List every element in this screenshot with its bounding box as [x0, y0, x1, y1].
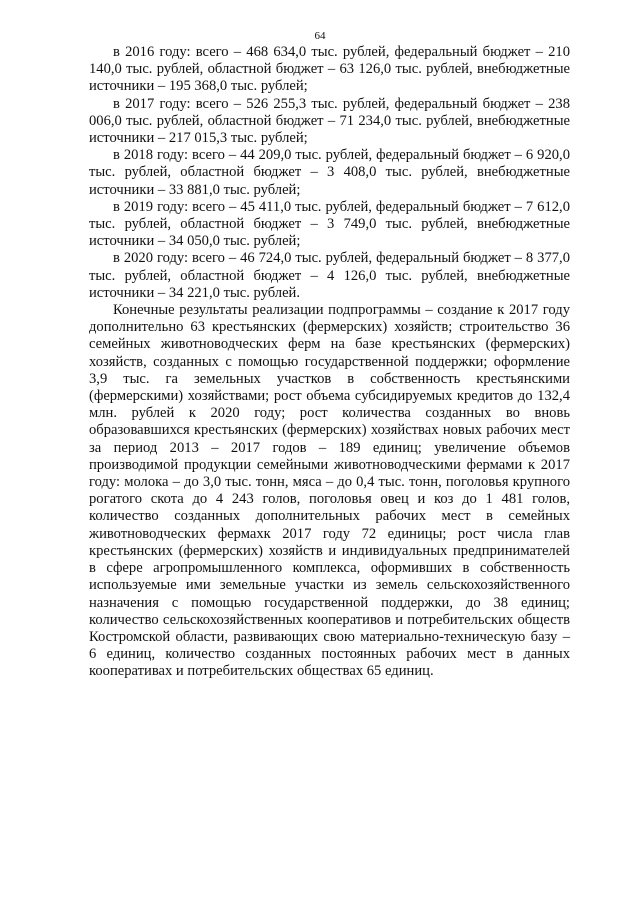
paragraph-2018: в 2018 году: всего – 44 209,0 тыс. рублей, федеральный бюджет – 6 920,0 тыс. рублей, областной бюджет – 3 408,0 тыс. рублей, внебюджетные источники – 33 881,0 тыс. рублей; [89, 147, 570, 198]
document-body [89, 44, 570, 681]
paragraph-2017: в 2017 году: всего – 526 255,3 тыс. рублей, федеральный бюджет – 238 006,0 тыс. рублей, областной бюджет – 71 234,0 тыс. рублей, внебюджетные источники – 217 015,3 тыс. рублей; [89, 95, 570, 147]
paragraph-2016: в 2016 году: всего – 468 634,0 тыс. рублей, федеральный бюджет – 210 140,0 тыс. рублей, областной бюджет – 63 126,0 тыс. рублей, внебюджетные источники – 195 368,0 тыс. рублей; [89, 44, 570, 95]
paragraph-2019: в 2019 году: всего – 45 411,0 тыс. рублей, федеральный бюджет – 7 612,0 тыс. рублей, областной бюджет – 3 749,0 тыс. рублей, внебюджетные источники – 34 050,0 тыс. рублей; [89, 198, 570, 250]
paragraph-2020: в 2020 году: всего – 46 724,0 тыс. рублей, федеральный бюджет – 8 377,0 тыс. рублей, областной бюджет – 4 126,0 тыс. рублей, внебюджетные источники – 34 221,0 тыс. рублей. [89, 250, 570, 301]
paragraph-results: Конечные результаты реализации подпрограммы – создание к 2017 году дополнительно 63 крестьянских (фермерских) хозяйств; строительство 36 семейных животноводческих ферм на базе крестьянских (фермерских) хозяйств, созданных с помощью государственной поддержки; оформление 3,9 тыс. га земельных участков в собственность крестьянскими (фермерскими) хозяйствами; рост объема субсидируемых кредитов до 132,4 млн. рублей к 2020 году; рост количества созданных во вновь образовавшихся крестьянских (фермерских) хозяйствах новых рабочих мест за период 2013 – 2017 годов – 189 единиц; увеличение объемов производимой продукции семейными животноводческими фермами к 2017 году: молока – до 3,0 тыс. тонн, мяса – до 0,4 тыс. тонн, поголовья крупного рогатого скота до 4 243 голов, поголовья овец и коз до 1 481 голов, количество созданных дополнительных рабочих мест в семейных животноводческих фермахк 2017 году 72 единицы; рост числа глав крестьянских (фермерских) хозяйств и индивидуальных предпринимателей в сфере агропромышленного комплекса, оформивших в собственность используемые ими земельные участки из земель сельскохозяйственного назначения с помощью государственной поддержки, до 38 единиц; количество сельскохозяйственных кооперативов и потребительских обществ Костромской области, развивающих свою материально-техническую базу – 6 единиц, количество созданных постоянных рабочих мест в данных кооперативах и потребительских обществах 65 единиц. [89, 302, 570, 680]
page-number: 64 [314, 30, 326, 42]
